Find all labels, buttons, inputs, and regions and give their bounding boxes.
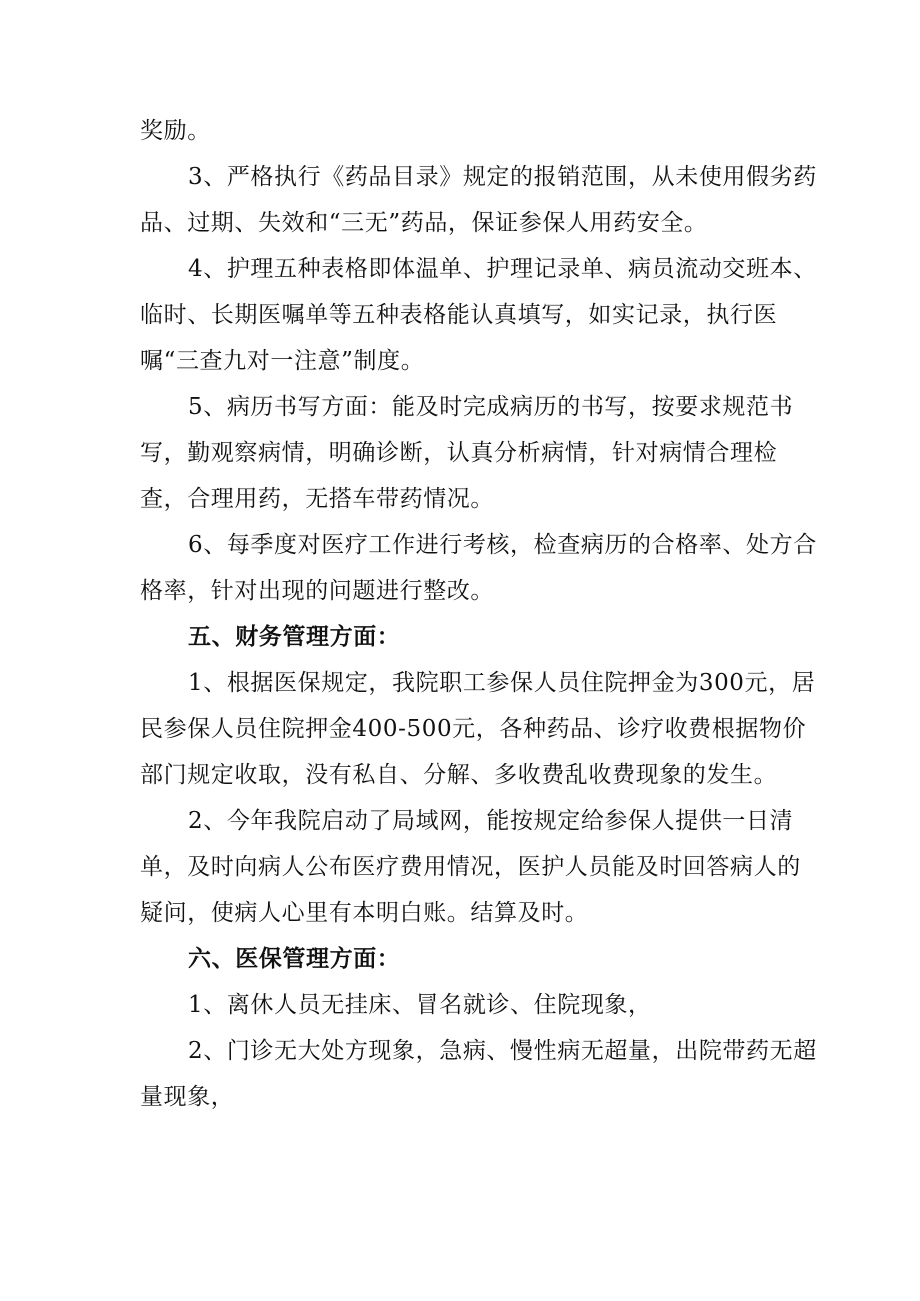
paragraph-continuation: 奖励。 xyxy=(140,118,211,144)
paragraph-item-4: 4、护理五种表格即体温单、护理记录单、病员流动交班本、临时、长期医嘱单等五种表格能认真填写，如实记录，执行医嘱“三查九对一注意”制度。 xyxy=(140,256,817,374)
paragraph-finance-1: 1、根据医保规定，我院职工参保人员住院押金为300元，居民参保人员住院押金400-500元，各种药品、诊疗收费根据物价部门规定收取，没有私自、分解、多收费乱收费现象的发生。 xyxy=(140,670,816,788)
section-heading-insurance: 六、医保管理方面： xyxy=(188,945,401,972)
paragraph-insurance-1: 1、离休人员无挂床、冒名就诊、住院现象， xyxy=(188,992,652,1018)
paragraph-item-5: 5、病历书写方面：能及时完成病历的书写，按要求规范书写，勤观察病情，明确诊断，认真分析病情，针对病情合理检查，合理用药，无搭车带药情况。 xyxy=(140,394,794,512)
paragraph-finance-2: 2、今年我院启动了局域网，能按规定给参保人提供一日清单，及时向病人公布医疗费用情况，医护人员能及时回答病人的疑问，使病人心里有本明白账。结算及时。 xyxy=(140,808,801,926)
section-heading-finance: 五、财务管理方面： xyxy=(188,623,401,650)
paragraph-insurance-2: 2、门诊无大处方现象，急病、慢性病无超量，出院带药无超量现象， xyxy=(140,1038,817,1110)
paragraph-item-3: 3、严格执行《药品目录》规定的报销范围，从未使用假劣药品、过期、失效和“三无”药品，保证参保人用药安全。 xyxy=(140,164,817,236)
paragraph-item-6: 6、每季度对医疗工作进行考核，检查病历的合格率、处方合格率，针对出现的问题进行整改。 xyxy=(140,532,817,604)
